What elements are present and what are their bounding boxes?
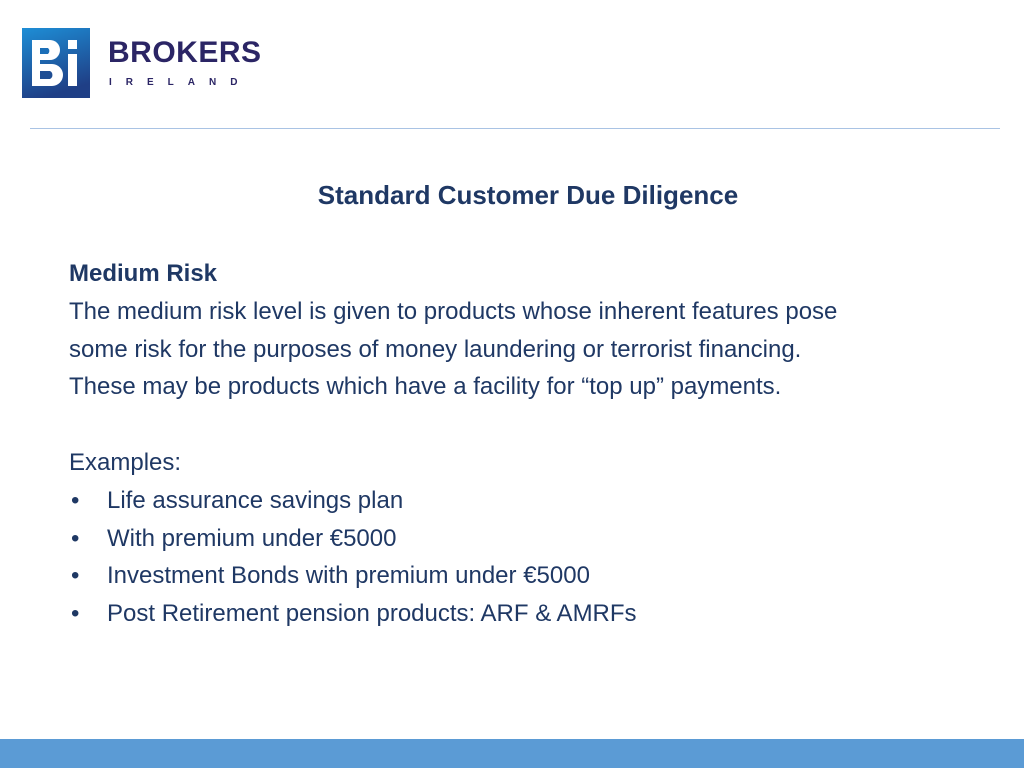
- list-item-text: With premium under €5000: [107, 524, 397, 552]
- brand-name: BROKERS: [108, 36, 262, 69]
- list-item: [69, 482, 1004, 520]
- bullet-icon: •: [71, 562, 80, 590]
- header-divider: [30, 128, 1000, 129]
- examples-list: [69, 482, 1004, 633]
- list-item-text: Post Retirement pension products: ARF & AMRFs: [107, 600, 637, 628]
- section-heading: Medium Risk: [69, 260, 218, 287]
- examples-label: Examples:: [69, 448, 182, 476]
- bi-logo-mark-icon: [22, 28, 90, 98]
- brokers-ireland-logo: [22, 28, 292, 100]
- paragraph-line: These may be products which have a facility for “top up” payments.: [69, 373, 782, 401]
- brand-subtitle: IRELAND: [109, 77, 252, 88]
- paragraph-line: The medium risk level is given to products whose inherent features pose: [69, 297, 838, 325]
- bullet-icon: •: [71, 600, 80, 628]
- slide-title: Standard Customer Due Diligence: [317, 180, 739, 210]
- list-item: [69, 595, 1004, 633]
- spacer: [69, 406, 1004, 444]
- slide-content: [69, 255, 1004, 633]
- list-item: [69, 557, 1004, 595]
- list-item: [69, 520, 1004, 558]
- bullet-icon: •: [71, 524, 80, 552]
- list-item-text: Life assurance savings plan: [107, 486, 404, 514]
- list-item-text: Investment Bonds with premium under €5000: [107, 562, 590, 590]
- paragraph-line: some risk for the purposes of money laundering or terrorist financing.: [69, 335, 802, 363]
- footer-bar: [0, 739, 1024, 768]
- bullet-icon: •: [71, 486, 80, 514]
